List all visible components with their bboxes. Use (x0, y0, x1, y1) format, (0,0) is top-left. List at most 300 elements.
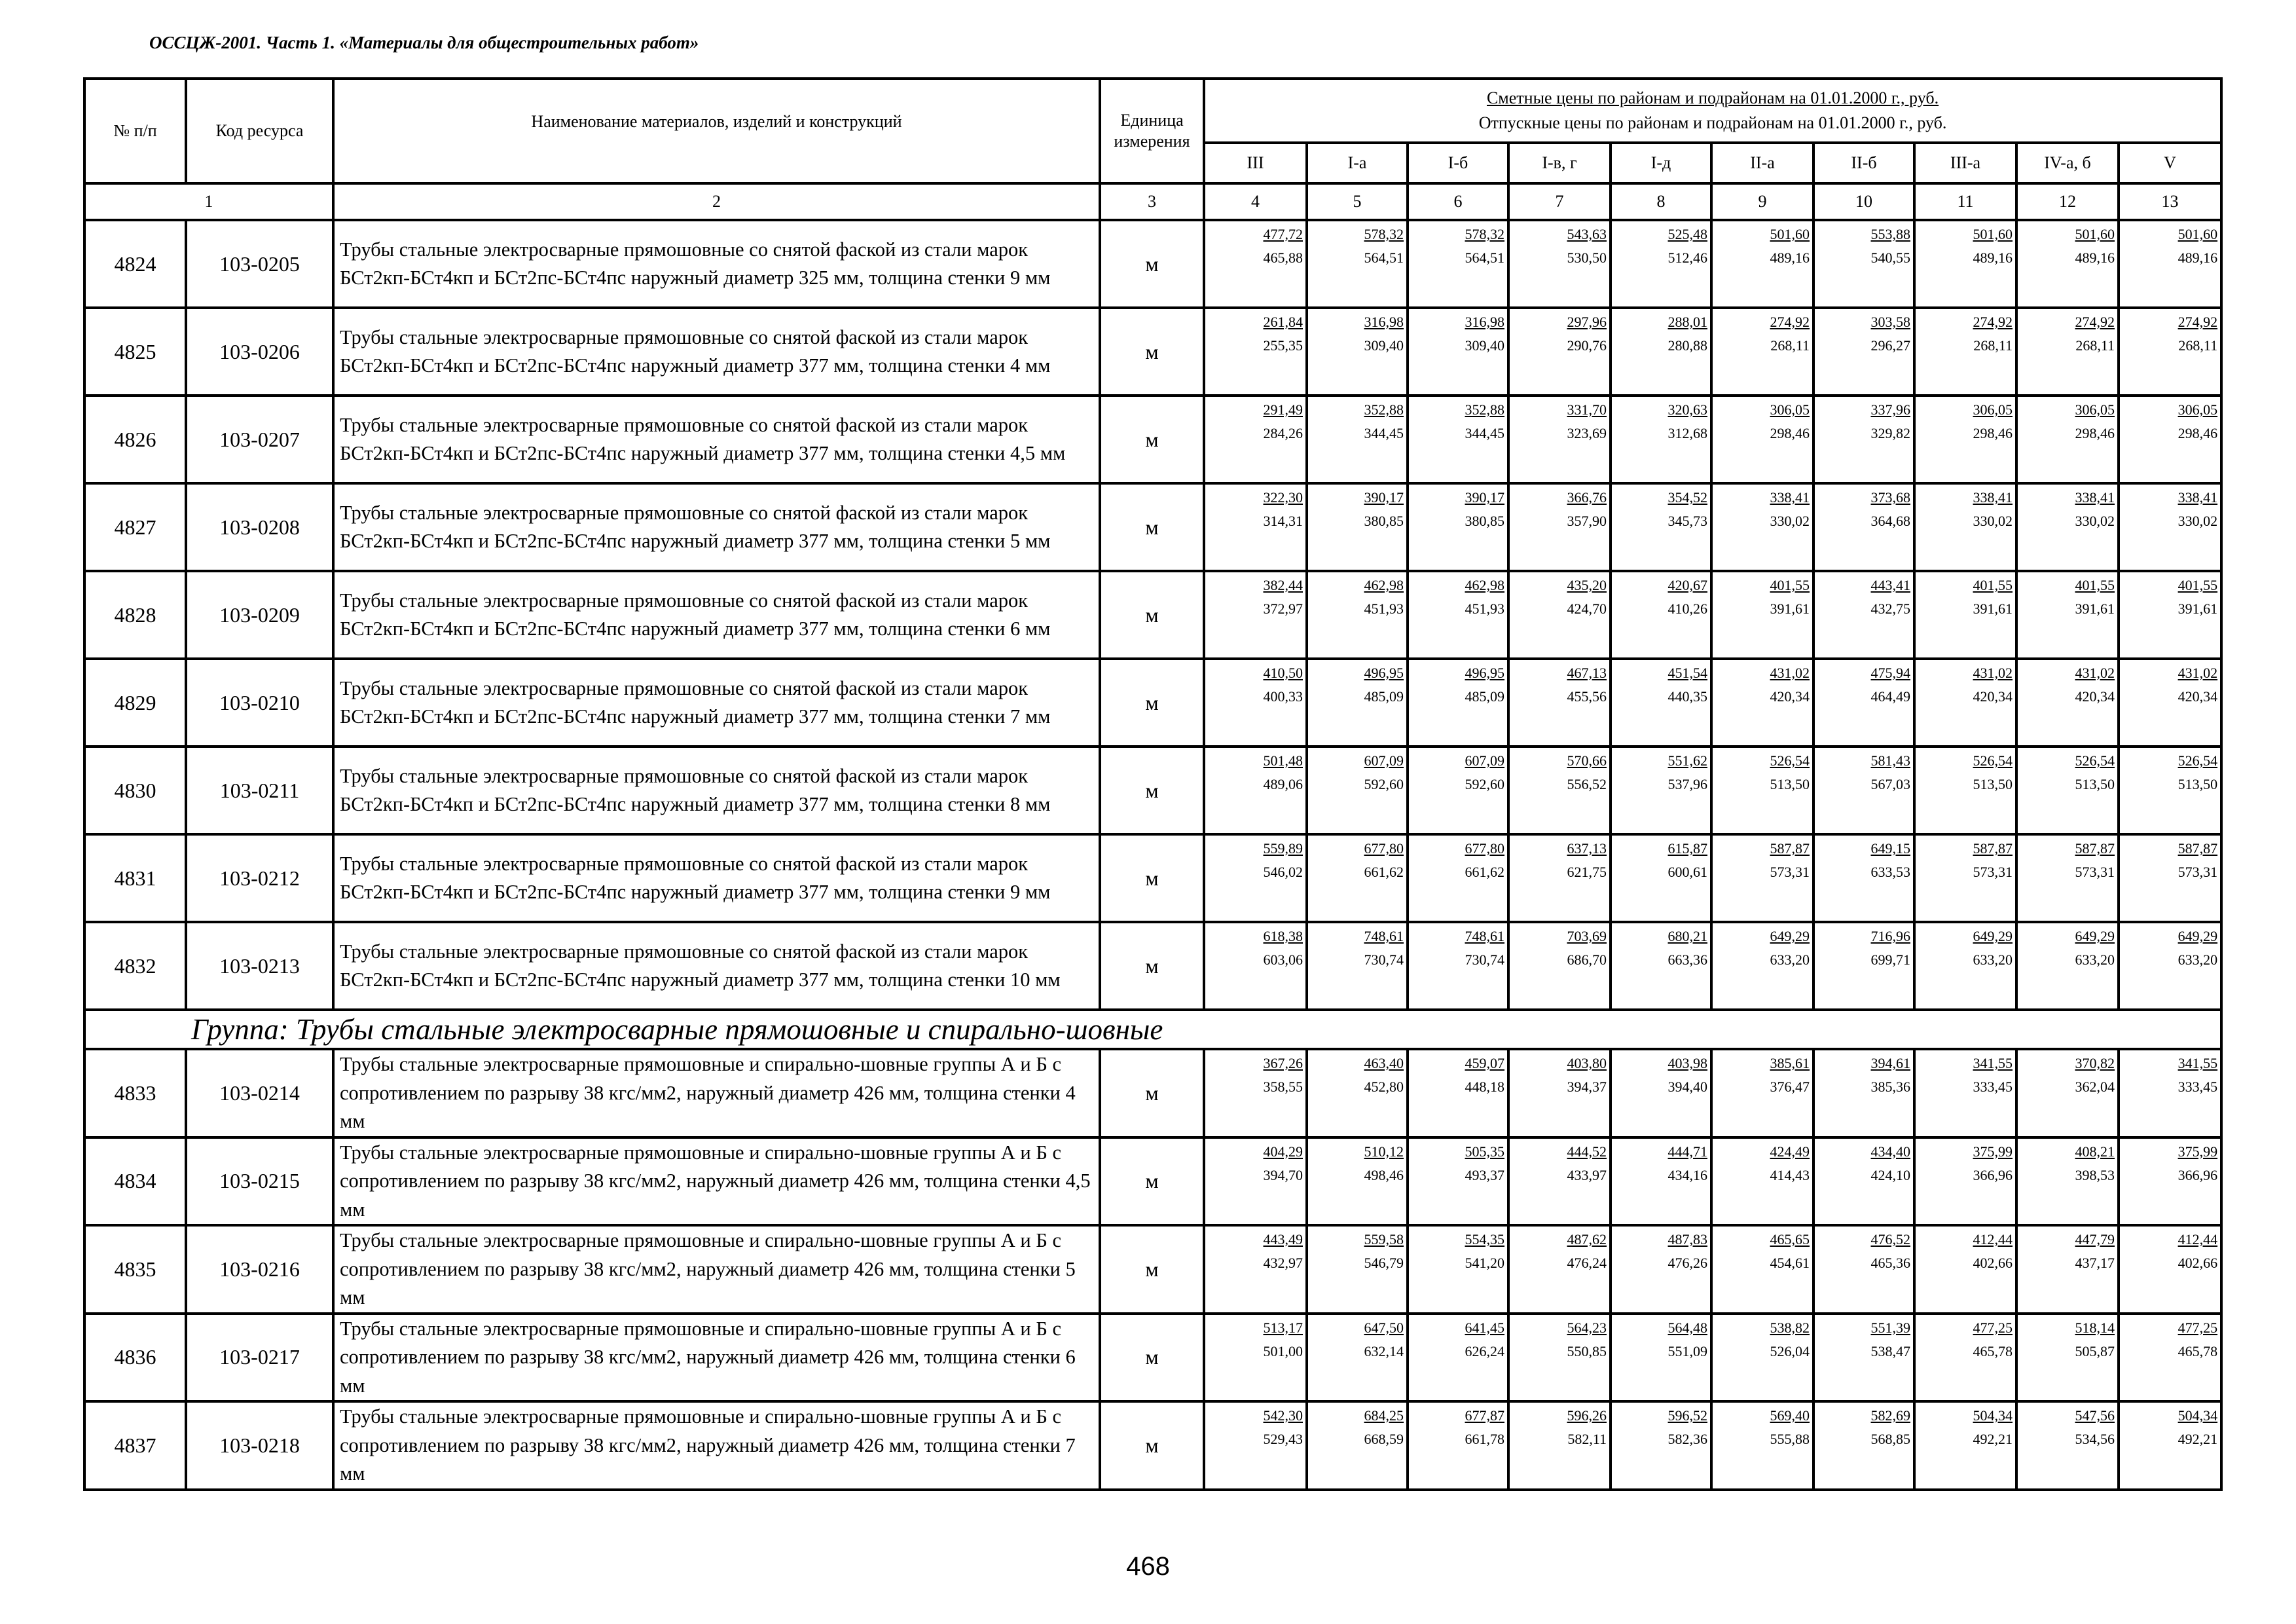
estimate-price: 443,49 (1263, 1231, 1303, 1247)
unit-of-measure: м (1100, 396, 1204, 483)
table-row (84, 1049, 2221, 1137)
release-price: 465,36 (1870, 1255, 1910, 1271)
price-cell (1307, 1137, 1408, 1226)
price-cell (1711, 1314, 1813, 1402)
resource-code: 103-0205 (186, 220, 333, 308)
estimate-price: 424,49 (1770, 1143, 1810, 1160)
estimate-price: 288,01 (1667, 314, 1707, 330)
release-price: 465,88 (1263, 249, 1303, 266)
material-name: Трубы стальные электросварные прямошовные со снятой фаской из стали марок БСт2кп-БСт4кп и БСт2пс-БСт4пс наружный диаметр 377 мм, толщина стенки 8 мм (333, 747, 1100, 834)
estimate-price: 581,43 (1870, 752, 1910, 769)
release-price: 280,88 (1667, 337, 1707, 354)
estimate-price: 578,32 (1364, 226, 1404, 242)
price-cell (2119, 1225, 2221, 1314)
estimate-price: 331,70 (1567, 401, 1607, 418)
price-cell (1408, 1049, 1508, 1137)
estimate-price: 367,26 (1263, 1055, 1303, 1071)
group-spacer (84, 1010, 186, 1049)
price-cell (1611, 1225, 1711, 1314)
estimate-price: 306,05 (2178, 401, 2218, 418)
price-cell (1711, 220, 1813, 308)
release-price: 489,16 (1973, 249, 2013, 266)
price-cell (1204, 747, 1307, 834)
estimate-price: 306,05 (2075, 401, 2115, 418)
estimate-price: 447,79 (2075, 1231, 2115, 1247)
estimate-price: 703,69 (1567, 928, 1607, 944)
price-cell (1711, 396, 1813, 483)
material-name: Трубы стальные электросварные прямошовные со снятой фаской из стали марок БСт2кп-БСт4кп и БСт2пс-БСт4пс наружный диаметр 377 мм, толщина стенки 4 мм (333, 308, 1100, 396)
price-cell (1204, 1314, 1307, 1402)
header-name: Наименование материалов, изделий и конструкций (333, 79, 1100, 183)
release-price: 323,69 (1567, 425, 1607, 441)
price-cell (1611, 308, 1711, 396)
estimate-price: 618,38 (1263, 928, 1303, 944)
estimate-price: 677,87 (1465, 1407, 1504, 1424)
price-cell (2016, 396, 2119, 483)
price-cell (1408, 922, 1508, 1010)
header-prices-release: Отпускные цены по районам и подрайонам на 01.01.2000 г., руб. (1478, 113, 1947, 132)
price-cell (1914, 308, 2016, 396)
estimate-price: 297,96 (1567, 314, 1607, 330)
price-cell (2119, 834, 2221, 922)
price-cell (1813, 308, 1914, 396)
row-number: 4832 (84, 922, 186, 1010)
price-cell (1307, 483, 1408, 571)
estimate-price: 274,92 (2178, 314, 2218, 330)
release-price: 255,35 (1263, 337, 1303, 354)
release-price: 298,46 (2178, 425, 2218, 441)
release-price: 298,46 (1973, 425, 2013, 441)
header-prices (1204, 79, 2221, 143)
row-number: 4825 (84, 308, 186, 396)
estimate-price: 401,55 (2178, 577, 2218, 593)
price-cell (1508, 659, 1611, 747)
release-price: 573,31 (2075, 864, 2115, 880)
release-price: 330,02 (1973, 513, 2013, 529)
estimate-price: 477,72 (1263, 226, 1303, 242)
price-cell (1813, 1225, 1914, 1314)
price-cell (1914, 483, 2016, 571)
price-cell (1508, 922, 1611, 1010)
price-cell (1307, 922, 1408, 1010)
header-column-number: 13 (2119, 183, 2221, 220)
material-name: Трубы стальные электросварные прямошовные со снятой фаской из стали марок БСт2кп-БСт4кп и БСт2пс-БСт4пс наружный диаметр 377 мм, толщина стенки 7 мм (333, 659, 1100, 747)
estimate-price: 504,34 (1973, 1407, 2013, 1424)
row-number: 4827 (84, 483, 186, 571)
price-cell (1914, 659, 2016, 747)
group-title: Группа: Трубы стальные электросварные прямошовные и спирально-шовные (186, 1010, 2221, 1049)
header-region: IV-а, б (2016, 143, 2119, 183)
estimate-price: 496,95 (1364, 665, 1404, 681)
table-row (84, 922, 2221, 1010)
price-cell (1914, 1401, 2016, 1490)
price-cell (1408, 834, 1508, 922)
estimate-price: 559,58 (1364, 1231, 1404, 1247)
release-price: 573,31 (1973, 864, 2013, 880)
price-cell (2016, 220, 2119, 308)
header-region: II-а (1711, 143, 1813, 183)
release-price: 394,70 (1263, 1166, 1303, 1183)
estimate-price: 303,58 (1870, 314, 1910, 330)
release-price: 420,34 (2075, 688, 2115, 705)
price-cell (1611, 1137, 1711, 1226)
release-price: 394,40 (1667, 1079, 1707, 1095)
release-price: 424,10 (1870, 1166, 1910, 1183)
release-price: 330,02 (2178, 513, 2218, 529)
estimate-price: 649,29 (1770, 928, 1810, 944)
material-name: Трубы стальные электросварные прямошовные и спирально-шовные группы А и Б с сопротивлением по разрыву 38 кгс/мм2, наружный диаметр 426 мм, толщина стенки 4 мм (333, 1049, 1100, 1137)
estimate-price: 649,15 (1870, 840, 1910, 857)
release-price: 567,03 (1870, 776, 1910, 792)
price-cell (1813, 1049, 1914, 1137)
release-price: 268,11 (1770, 337, 1810, 354)
table-row (84, 483, 2221, 571)
release-price: 513,50 (2075, 776, 2115, 792)
price-cell (1408, 220, 1508, 308)
release-price: 464,49 (1870, 688, 1910, 705)
estimate-price: 375,99 (1973, 1143, 2013, 1160)
release-price: 455,56 (1567, 688, 1607, 705)
price-cell (1408, 396, 1508, 483)
release-price: 333,45 (2178, 1079, 2218, 1095)
price-cell (1813, 1314, 1914, 1402)
unit-of-measure: м (1100, 308, 1204, 396)
release-price: 550,85 (1567, 1342, 1607, 1359)
release-price: 546,02 (1263, 864, 1303, 880)
estimate-price: 443,41 (1870, 577, 1910, 593)
price-cell (1307, 308, 1408, 396)
resource-code: 103-0214 (186, 1049, 333, 1137)
row-number: 4833 (84, 1049, 186, 1137)
estimate-price: 677,80 (1364, 840, 1404, 857)
release-price: 493,37 (1465, 1166, 1504, 1183)
price-cell (1508, 1401, 1611, 1490)
price-cell (1204, 220, 1307, 308)
estimate-price: 385,61 (1770, 1055, 1810, 1071)
estimate-price: 274,92 (1770, 314, 1810, 330)
price-cell (1204, 396, 1307, 483)
release-price: 309,40 (1465, 337, 1504, 354)
price-cell (1408, 1314, 1508, 1402)
estimate-price: 564,48 (1667, 1319, 1707, 1336)
release-price: 400,33 (1263, 688, 1303, 705)
release-price: 268,11 (1973, 337, 2013, 354)
release-price: 621,75 (1567, 864, 1607, 880)
release-price: 452,80 (1364, 1079, 1404, 1095)
release-price: 492,21 (1973, 1431, 2013, 1447)
price-cell (2119, 220, 2221, 308)
price-cell (1611, 1401, 1711, 1490)
estimate-price: 274,92 (1973, 314, 2013, 330)
unit-of-measure: м (1100, 1401, 1204, 1490)
price-cell (1508, 1225, 1611, 1314)
price-cell (1204, 922, 1307, 1010)
row-number: 4824 (84, 220, 186, 308)
estimate-price: 467,13 (1567, 665, 1607, 681)
estimate-price: 316,98 (1364, 314, 1404, 330)
resource-code: 103-0213 (186, 922, 333, 1010)
release-price: 730,74 (1364, 951, 1404, 968)
release-price: 398,53 (2075, 1166, 2115, 1183)
estimate-price: 412,44 (2178, 1231, 2218, 1247)
estimate-price: 390,17 (1465, 489, 1504, 506)
price-cell (2119, 308, 2221, 396)
price-cell (2016, 1049, 2119, 1137)
estimate-price: 459,07 (1465, 1055, 1504, 1071)
price-cell (1611, 396, 1711, 483)
release-price: 309,40 (1364, 337, 1404, 354)
estimate-price: 501,60 (1973, 226, 2013, 242)
release-price: 433,97 (1567, 1166, 1607, 1183)
resource-code: 103-0217 (186, 1314, 333, 1402)
estimate-price: 477,25 (1973, 1319, 2013, 1336)
price-cell (2119, 1137, 2221, 1226)
release-price: 568,85 (1870, 1431, 1910, 1447)
estimate-price: 596,52 (1667, 1407, 1707, 1424)
material-name: Трубы стальные электросварные прямошовные со снятой фаской из стали марок БСт2кп-БСт4кп и БСт2пс-БСт4пс наружный диаметр 377 мм, толщина стенки 10 мм (333, 922, 1100, 1010)
estimate-price: 526,54 (2178, 752, 2218, 769)
release-price: 505,87 (2075, 1342, 2115, 1359)
estimate-price: 615,87 (1667, 840, 1707, 857)
estimate-price: 607,09 (1364, 752, 1404, 769)
estimate-price: 542,30 (1263, 1407, 1303, 1424)
price-cell (1408, 659, 1508, 747)
release-price: 661,78 (1465, 1431, 1504, 1447)
estimate-price: 434,40 (1870, 1143, 1910, 1160)
release-price: 364,68 (1870, 513, 1910, 529)
estimate-price: 649,29 (2075, 928, 2115, 944)
estimate-price: 444,71 (1667, 1143, 1707, 1160)
release-price: 329,82 (1870, 425, 1910, 441)
estimate-price: 596,26 (1567, 1407, 1607, 1424)
release-price: 296,27 (1870, 337, 1910, 354)
release-price: 513,50 (2178, 776, 2218, 792)
price-cell (2119, 1049, 2221, 1137)
release-price: 330,02 (1770, 513, 1810, 529)
estimate-price: 587,87 (1770, 840, 1810, 857)
price-cell (1611, 659, 1711, 747)
price-cell (1307, 1401, 1408, 1490)
price-cell (1611, 571, 1711, 659)
unit-of-measure: м (1100, 220, 1204, 308)
release-price: 314,31 (1263, 513, 1303, 529)
release-price: 344,45 (1465, 425, 1504, 441)
release-price: 290,76 (1567, 337, 1607, 354)
estimate-price: 382,44 (1263, 577, 1303, 593)
estimate-price: 477,25 (2178, 1319, 2218, 1336)
price-cell (1307, 396, 1408, 483)
material-name: Трубы стальные электросварные прямошовные со снятой фаской из стали марок БСт2кп-БСт4кп и БСт2пс-БСт4пс наружный диаметр 377 мм, толщина стенки 9 мм (333, 834, 1100, 922)
unit-of-measure: м (1100, 922, 1204, 1010)
estimate-price: 390,17 (1364, 489, 1404, 506)
price-cell (1914, 834, 2016, 922)
estimate-price: 352,88 (1465, 401, 1504, 418)
estimate-price: 463,40 (1364, 1055, 1404, 1071)
release-price: 538,47 (1870, 1342, 1910, 1359)
header-code: Код ресурса (186, 79, 333, 183)
header-column-number: 11 (1914, 183, 2016, 220)
estimate-price: 587,87 (2178, 840, 2218, 857)
release-price: 573,31 (1770, 864, 1810, 880)
release-price: 541,20 (1465, 1255, 1504, 1271)
estimate-price: 291,49 (1263, 401, 1303, 418)
unit-of-measure: м (1100, 1137, 1204, 1226)
estimate-price: 716,96 (1870, 928, 1910, 944)
price-cell (1508, 1137, 1611, 1226)
price-cell (1711, 1401, 1813, 1490)
estimate-price: 569,40 (1770, 1407, 1810, 1424)
row-number: 4835 (84, 1225, 186, 1314)
release-price: 376,47 (1770, 1079, 1810, 1095)
estimate-price: 341,55 (2178, 1055, 2218, 1071)
price-cell (2119, 483, 2221, 571)
price-cell (1307, 834, 1408, 922)
release-price: 699,71 (1870, 951, 1910, 968)
header-region: III-а (1914, 143, 2016, 183)
release-price: 420,34 (2178, 688, 2218, 705)
resource-code: 103-0209 (186, 571, 333, 659)
release-price: 366,96 (2178, 1166, 2218, 1183)
header-region: I-в, г (1508, 143, 1611, 183)
estimate-price: 352,88 (1364, 401, 1404, 418)
estimate-price: 373,68 (1870, 489, 1910, 506)
price-cell (1307, 1049, 1408, 1137)
table-row (84, 1401, 2221, 1490)
release-price: 268,11 (2178, 337, 2218, 354)
table-row (84, 571, 2221, 659)
release-price: 344,45 (1364, 425, 1404, 441)
estimate-price: 677,80 (1465, 840, 1504, 857)
header-column-number: 1 (84, 183, 333, 220)
estimate-price: 354,52 (1667, 489, 1707, 506)
release-price: 513,50 (1973, 776, 2013, 792)
release-price: 633,20 (1770, 951, 1810, 968)
release-price: 603,06 (1263, 951, 1303, 968)
price-cell (1813, 571, 1914, 659)
estimate-price: 338,41 (2178, 489, 2218, 506)
release-price: 600,61 (1667, 864, 1707, 880)
price-cell (1914, 922, 2016, 1010)
estimate-price: 607,09 (1465, 752, 1504, 769)
estimate-price: 501,48 (1263, 752, 1303, 769)
header-column-number: 3 (1100, 183, 1204, 220)
release-price: 420,34 (1973, 688, 2013, 705)
price-cell (1204, 1401, 1307, 1490)
price-cell (1408, 483, 1508, 571)
estimate-price: 410,50 (1263, 665, 1303, 681)
release-price: 451,93 (1465, 600, 1504, 617)
table-row (84, 396, 2221, 483)
header-column-number: 7 (1508, 183, 1611, 220)
release-price: 485,09 (1364, 688, 1404, 705)
table-row (84, 1225, 2221, 1314)
price-cell (1204, 1137, 1307, 1226)
resource-code: 103-0206 (186, 308, 333, 396)
estimate-price: 637,13 (1567, 840, 1607, 857)
release-price: 661,62 (1465, 864, 1504, 880)
price-cell (1508, 747, 1611, 834)
estimate-price: 401,55 (1770, 577, 1810, 593)
price-cell (1611, 747, 1711, 834)
release-price: 633,20 (2178, 951, 2218, 968)
price-cell (2016, 1401, 2119, 1490)
release-price: 465,78 (1973, 1342, 2013, 1359)
table-row (84, 308, 2221, 396)
estimate-price: 366,76 (1567, 489, 1607, 506)
estimate-price: 408,21 (2075, 1143, 2115, 1160)
release-price: 551,09 (1667, 1342, 1707, 1359)
release-price: 437,17 (2075, 1255, 2115, 1271)
estimate-price: 496,95 (1465, 665, 1504, 681)
release-price: 454,61 (1770, 1255, 1810, 1271)
release-price: 633,20 (2075, 951, 2115, 968)
price-cell (2119, 747, 2221, 834)
release-price: 385,36 (1870, 1079, 1910, 1095)
price-cell (2016, 1314, 2119, 1402)
price-cell (1711, 1049, 1813, 1137)
price-cell (1508, 396, 1611, 483)
estimate-price: 504,34 (2178, 1407, 2218, 1424)
release-price: 686,70 (1567, 951, 1607, 968)
estimate-price: 510,12 (1364, 1143, 1404, 1160)
release-price: 357,90 (1567, 513, 1607, 529)
price-cell (1307, 747, 1408, 834)
unit-of-measure: м (1100, 659, 1204, 747)
release-price: 391,61 (1770, 600, 1810, 617)
release-price: 298,46 (2075, 425, 2115, 441)
release-price: 394,37 (1567, 1079, 1607, 1095)
price-cell (1508, 220, 1611, 308)
material-name: Трубы стальные электросварные прямошовные со снятой фаской из стали марок БСт2кп-БСт4кп и БСт2пс-БСт4пс наружный диаметр 377 мм, толщина стенки 5 мм (333, 483, 1100, 571)
release-price: 402,66 (1973, 1255, 2013, 1271)
release-price: 345,73 (1667, 513, 1707, 529)
resource-code: 103-0216 (186, 1225, 333, 1314)
unit-of-measure: м (1100, 1314, 1204, 1402)
header-no: № п/п (84, 79, 186, 183)
estimate-price: 451,54 (1667, 665, 1707, 681)
estimate-price: 370,82 (2075, 1055, 2115, 1071)
resource-code: 103-0218 (186, 1401, 333, 1490)
document-header: ОССЦЖ-2001. Часть 1. «Материалы для общестроительных работ» (149, 33, 699, 52)
estimate-price: 337,96 (1870, 401, 1910, 418)
release-price: 529,43 (1263, 1431, 1303, 1447)
price-cell (1711, 571, 1813, 659)
estimate-price: 649,29 (2178, 928, 2218, 944)
price-cell (1204, 308, 1307, 396)
price-cell (1204, 571, 1307, 659)
header-column-number: 2 (333, 183, 1100, 220)
release-price: 333,45 (1973, 1079, 2013, 1095)
header-column-number: 9 (1711, 183, 1813, 220)
price-cell (1711, 308, 1813, 396)
estimate-price: 526,54 (1973, 752, 2013, 769)
release-price: 380,85 (1364, 513, 1404, 529)
price-cell (2119, 659, 2221, 747)
unit-of-measure: м (1100, 747, 1204, 834)
estimate-price: 487,83 (1667, 1231, 1707, 1247)
price-cell (1813, 1137, 1914, 1226)
row-number: 4829 (84, 659, 186, 747)
estimate-price: 401,55 (2075, 577, 2115, 593)
estimate-price: 748,61 (1465, 928, 1504, 944)
release-price: 489,06 (1263, 776, 1303, 792)
estimate-price: 431,02 (2075, 665, 2115, 681)
estimate-price: 403,80 (1567, 1055, 1607, 1071)
release-price: 546,79 (1364, 1255, 1404, 1271)
resource-code: 103-0210 (186, 659, 333, 747)
release-price: 432,97 (1263, 1255, 1303, 1271)
material-name: Трубы стальные электросварные прямошовные со снятой фаской из стали марок БСт2кп-БСт4кп и БСт2пс-БСт4пс наружный диаметр 377 мм, толщина стенки 4,5 мм (333, 396, 1100, 483)
